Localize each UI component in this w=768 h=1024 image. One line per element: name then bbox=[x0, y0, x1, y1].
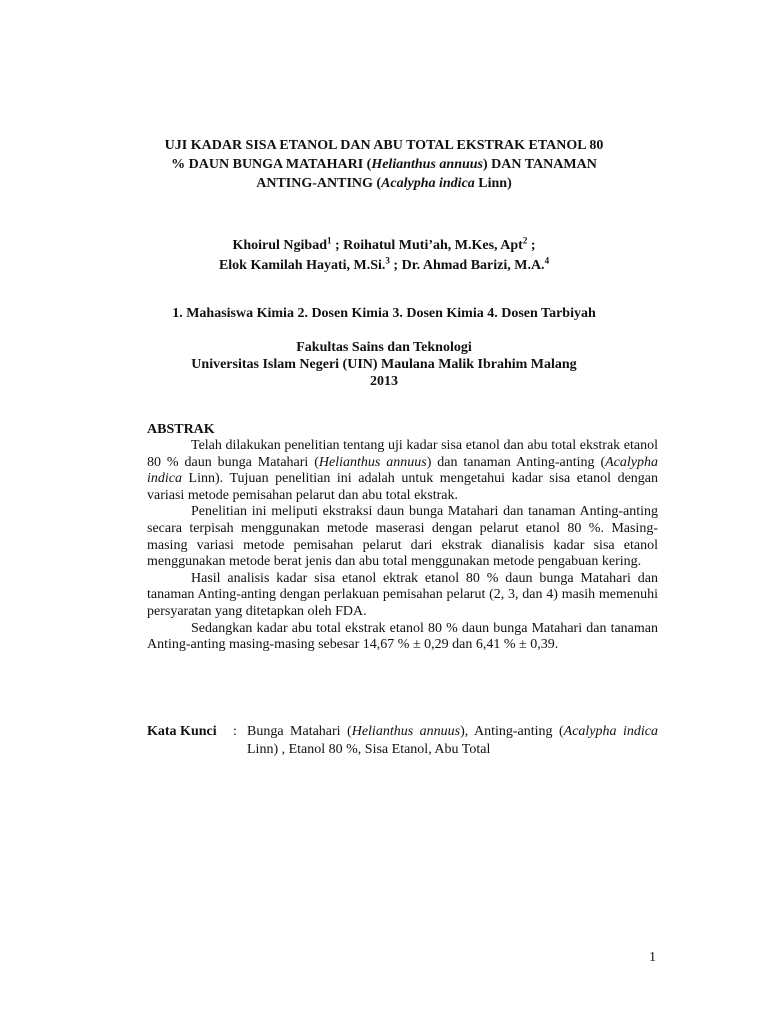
author-separator: ; bbox=[331, 238, 344, 253]
keyword-species: Helianthus annuus bbox=[351, 724, 461, 739]
keyword-text: Linn) , Etanol 80 %, Sisa Etanol, Abu Total bbox=[247, 742, 491, 757]
author-separator: ; bbox=[527, 238, 536, 253]
abstract-body bbox=[147, 438, 658, 654]
abstract-heading: ABSTRAK bbox=[147, 422, 215, 437]
author-line-1 bbox=[120, 236, 648, 256]
title-line-1: UJI KADAR SISA ETANOL DAN ABU TOTAL EKSTRAK ETANOL 80 bbox=[164, 138, 604, 153]
author-list bbox=[120, 236, 648, 276]
keywords-colon: : bbox=[233, 724, 237, 739]
title-species-2: Acalypha indica bbox=[381, 176, 475, 191]
faculty-name: Fakultas Sains dan Teknologi bbox=[296, 340, 472, 355]
author-mark: 3 bbox=[385, 255, 390, 266]
author-name: Roihatul Muti’ah, M.Kes, Apt bbox=[343, 238, 523, 253]
abstract-paragraph: Hasil analisis kadar sisa etanol ektrak etanol 80 % daun bunga Matahari dan tanaman Anting-anting dengan perlakuan pemisahan pelarut (2, 3, dan 4) masih memenuhi persyaratan yang ditetapkan oleh FDA. bbox=[147, 570, 658, 619]
author-name: Khoirul Ngibad bbox=[232, 238, 327, 253]
keyword-species: Acalypha indica bbox=[563, 724, 658, 739]
species-name: Helianthus annuus bbox=[318, 454, 427, 470]
keywords-text bbox=[247, 723, 658, 759]
species-name: Acalypha indica bbox=[147, 454, 658, 487]
affiliation-list: 1. Mahasiswa Kimia 2. Dosen Kimia 3. Dosen Kimia 4. Dosen Tarbiyah bbox=[172, 306, 596, 321]
author-mark: 1 bbox=[327, 235, 332, 246]
author-separator: ; bbox=[389, 258, 402, 273]
keyword-text: ), Anting-anting ( bbox=[460, 724, 564, 739]
title-text: Linn) bbox=[474, 176, 512, 191]
keywords-label: Kata Kunci bbox=[147, 724, 217, 739]
author-line-2 bbox=[120, 256, 648, 276]
author-mark: 4 bbox=[544, 255, 550, 266]
title-text: ANTING-ANTING ( bbox=[256, 176, 382, 191]
abstract-text: Linn). Tujuan penelitian ini adalah untuk mengetahui kadar sisa etanol dengan variasi metode pemisahan pelarut dan abu total ekstrak. bbox=[147, 471, 658, 503]
title-line-3 bbox=[120, 174, 648, 193]
author-name: Dr. Ahmad Barizi, M.A. bbox=[401, 258, 545, 273]
publication-year: 2013 bbox=[370, 374, 398, 389]
title-species-1: Helianthus annuus bbox=[371, 157, 483, 172]
abstract-paragraph: Penelitian ini meliputi ekstraksi daun bunga Matahari dan tanaman Anting-anting secara terpisah menggunakan metode maserasi dengan pelarut etanol 80 %. Masing-masing variasi metode pemisahan pelarut dari ekstrak dianalisis kadar sisa etanol menggunakan metode berat jenis dan abu total menggunakan metode pengabuan kering. bbox=[147, 504, 658, 570]
university-name: Universitas Islam Negeri (UIN) Maulana Malik Ibrahim Malang bbox=[191, 357, 577, 372]
keywords-block bbox=[147, 723, 658, 759]
abstract-text: Telah dilakukan penelitian tentang uji kadar sisa etanol dan abu total ekstrak etanol 80 % daun bunga Matahari ( bbox=[147, 438, 658, 470]
page-number: 1 bbox=[649, 950, 656, 965]
title-line-2 bbox=[120, 155, 648, 174]
paper-title bbox=[120, 136, 648, 193]
abstract-text: ) dan tanaman Anting-anting ( bbox=[426, 454, 606, 470]
abstract-paragraph: Sedangkan kadar abu total ekstrak etanol 80 % daun bunga Matahari dan tanaman Anting-anting masing-masing sebesar 14,67 % ± 0,29 dan 6,41 % ± 0,39. bbox=[147, 620, 658, 653]
author-name: Elok Kamilah Hayati, M.Si. bbox=[218, 258, 386, 273]
title-text: % DAUN BUNGA MATAHARI ( bbox=[171, 157, 372, 172]
author-mark: 2 bbox=[522, 235, 528, 246]
abstract-paragraph bbox=[147, 438, 658, 504]
title-text: ) DAN TANAMAN bbox=[483, 157, 597, 172]
keyword-text: Bunga Matahari ( bbox=[247, 724, 352, 739]
institution-block bbox=[120, 339, 648, 390]
